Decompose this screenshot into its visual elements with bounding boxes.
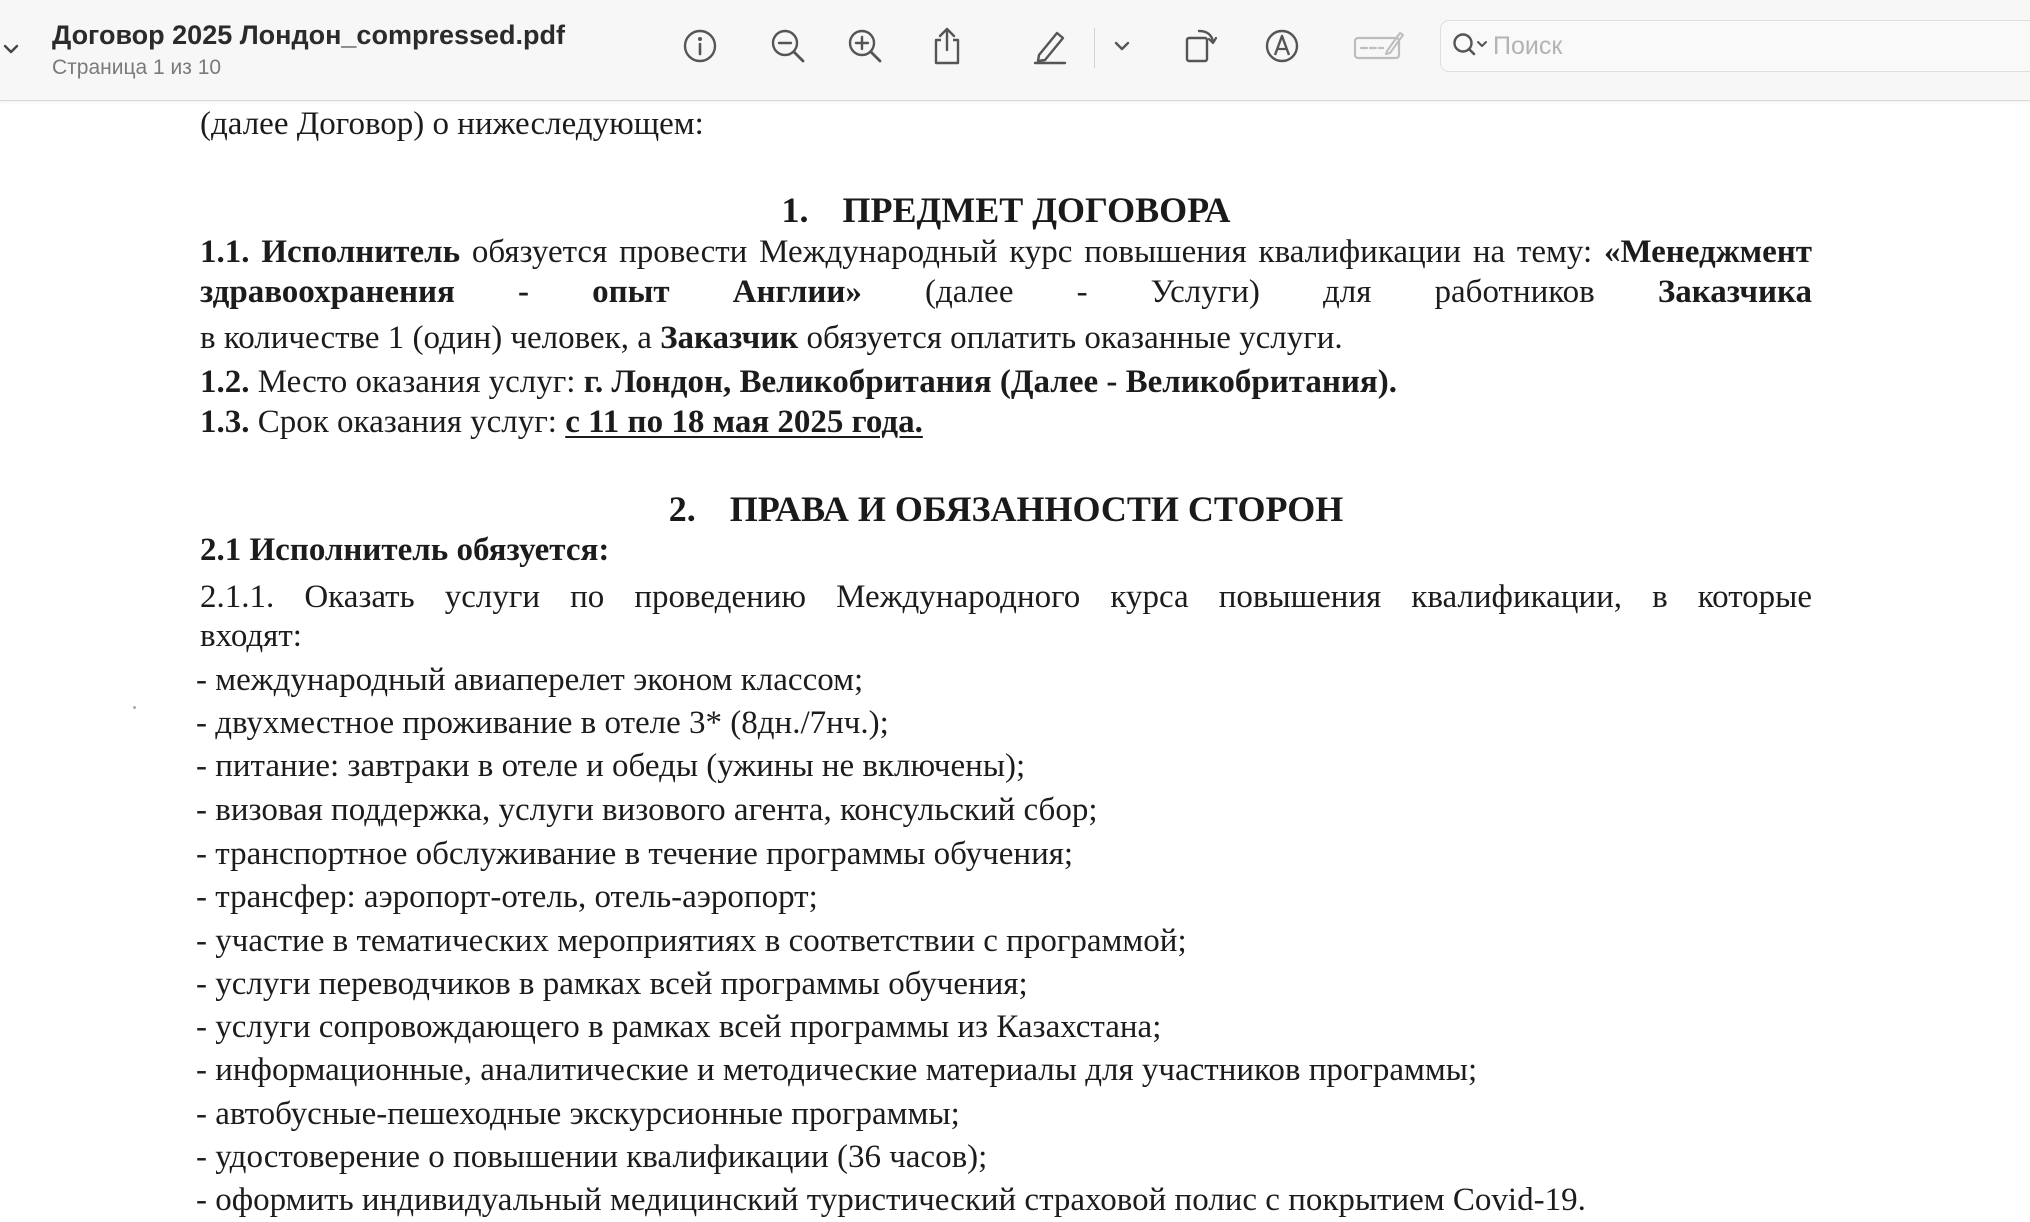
clause-2-1-1-line-2: входят:	[200, 618, 302, 654]
section-1-title: ПРЕДМЕТ ДОГОВОРА	[842, 190, 1231, 230]
clause-1-1-text-c: в количестве 1 (один) человек, а	[200, 320, 661, 356]
info-icon[interactable]	[678, 22, 722, 70]
section-1-heading	[200, 188, 1812, 232]
search-box[interactable]	[1440, 20, 2030, 72]
pdf-viewer-toolbar	[0, 0, 2030, 101]
document-title: Договор 2025 Лондон_compressed.pdf	[52, 20, 565, 50]
clause-1-3-text: Срок оказания услуг:	[249, 404, 566, 440]
zoom-out-icon[interactable]	[766, 22, 810, 70]
section-2-heading	[200, 487, 1812, 531]
clause-1-2-text: Место оказания услуг:	[249, 364, 584, 400]
search-icon[interactable]	[1451, 31, 1491, 61]
sidebar-toggle-chevron-down-icon[interactable]	[2, 42, 20, 56]
clause-1-2-number: 1.2.	[200, 364, 250, 400]
clause-1-3-number: 1.3.	[200, 404, 250, 440]
intro-line: (далее Договор) о нижеследующем:	[200, 106, 704, 142]
signature-icon	[1352, 22, 1406, 70]
list-item: - участие в тематических мероприятиях в соответствии с программой;	[196, 923, 1187, 959]
section-1-number: 1.	[781, 190, 809, 230]
page-indicator: Страница 1 из 10	[52, 56, 222, 79]
clause-2-1-heading	[200, 530, 609, 570]
clause-2-1-1-line-1: 2.1.1. Оказать услуги по проведению Международного курса повышения квалификации, в которые	[200, 579, 1812, 615]
list-item: - услуги переводчиков в рамках всей программы обучения;	[196, 966, 1028, 1002]
list-item: - удостоверение о повышении квалификации (36 часов);	[196, 1139, 988, 1175]
service-dates: с 11 по 18 мая 2025 года.	[565, 404, 923, 440]
list-item: - питание: завтраки в отеле и обеды (ужины не включены);	[196, 748, 1026, 784]
clause-1-1	[200, 232, 1812, 312]
list-item: - трансфер: аэропорт-отель, отель-аэропорт;	[196, 879, 818, 915]
course-name: «Менеджмент здравоохранения - опыт Англии»	[200, 234, 1812, 310]
scan-speck	[133, 706, 136, 709]
clause-2-1-title: 2.1 Исполнитель обязуется:	[200, 532, 610, 568]
party-customer-2: Заказчик	[660, 320, 799, 356]
list-item: - транспортное обслуживание в течение программы обучения;	[196, 836, 1074, 872]
list-item: - оформить индивидуальный медицинский туристический страховой полис с покрытием Covid-19.	[196, 1182, 1586, 1218]
party-customer: Заказчика	[1657, 274, 1812, 310]
section-2-title: ПРАВА И ОБЯЗАННОСТИ СТОРОН	[729, 489, 1344, 529]
zoom-in-icon[interactable]	[843, 22, 887, 70]
highlight-options-chevron-down-icon[interactable]	[1100, 22, 1144, 70]
toolbar-separator	[1094, 28, 1095, 68]
service-place: г. Лондон, Великобритания (Далее - Великобритания).	[583, 364, 1397, 400]
section-2-number: 2.	[668, 489, 696, 529]
highlight-pen-icon[interactable]	[1028, 22, 1072, 70]
clause-1-3	[200, 402, 923, 442]
search-input[interactable]	[1493, 29, 2013, 63]
list-item: - международный авиаперелет эконом классом;	[196, 662, 864, 698]
share-icon[interactable]	[925, 22, 969, 70]
clause-1-1-text-b: (далее - Услуги) для работников	[861, 274, 1658, 310]
rotate-icon[interactable]	[1178, 22, 1222, 70]
markup-icon[interactable]	[1260, 22, 1304, 70]
list-item: - информационные, аналитические и методические материалы для участников программы;	[196, 1052, 1478, 1088]
list-item: - визовая поддержка, услуги визового агента, консульский сбор;	[196, 792, 1098, 828]
clause-1-1-continued	[200, 318, 1343, 358]
list-item: - автобусные-пешеходные экскурсионные программы;	[196, 1096, 960, 1132]
party-executor: Исполнитель	[261, 234, 461, 270]
clause-1-1-number: 1.1.	[200, 234, 250, 270]
clause-1-1-text-d: обязуется оплатить оказанные услуги.	[798, 320, 1343, 356]
list-item: - двухместное проживание в отеле 3* (8дн./7нч.);	[196, 705, 889, 741]
clause-1-1-text-a: обязуется провести Международный курс повышения квалификации на тему:	[460, 234, 1604, 270]
clause-1-2	[200, 362, 1397, 402]
list-item: - услуги сопровождающего в рамках всей программы из Казахстана;	[196, 1009, 1162, 1045]
